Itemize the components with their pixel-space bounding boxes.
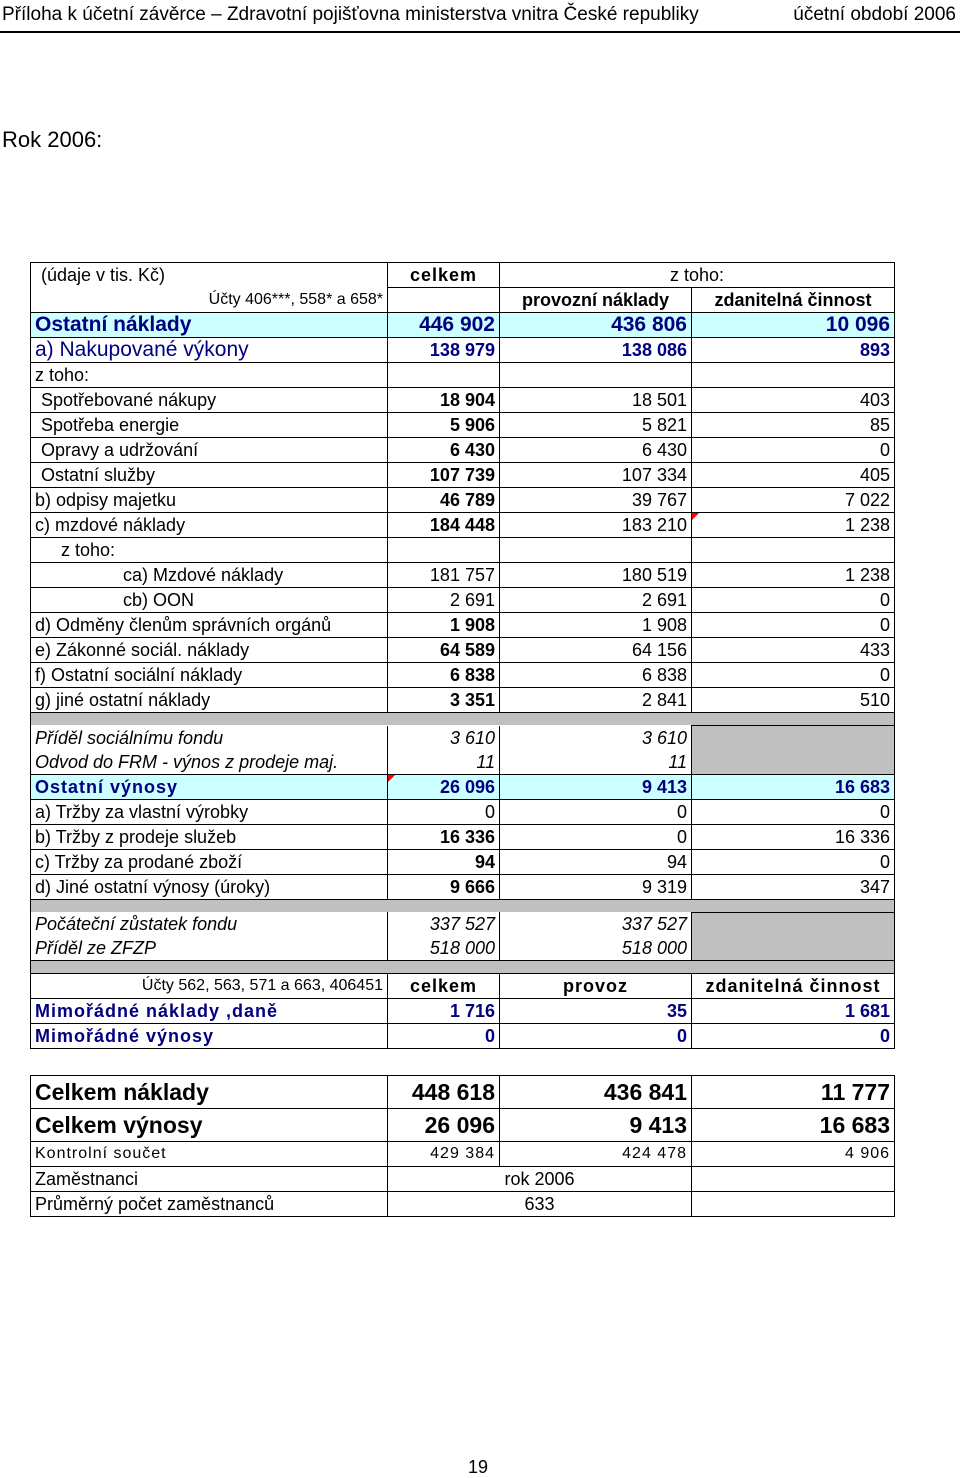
shaded-cell (692, 726, 895, 775)
table-row: e) Zákonné sociál. náklady 64 589 64 156 433 (31, 638, 895, 663)
header-title: Příloha k účetní závěrce – Zdravotní pojišťovna ministerstva vnitra České republiky (2, 4, 699, 25)
table-row: a) Tržby za vlastní výrobky 0 0 0 (31, 799, 895, 824)
col-operating-header: provozní náklady (500, 288, 692, 313)
page-number: 19 (468, 1457, 489, 1477)
table-row: Kontrolní součet 429 384 424 478 4 906 (31, 1142, 895, 1167)
separator-row (31, 961, 895, 974)
table-row: f) Ostatní sociální náklady 6 838 6 838 0 (31, 663, 895, 688)
separator-row (31, 713, 895, 726)
table-row: Zaměstnanci rok 2006 (31, 1167, 895, 1192)
table-row: Ostatní výnosy 26 096 9 413 16 683 (31, 774, 895, 799)
table-row: Celkem výnosy 26 096 9 413 16 683 (31, 1109, 895, 1142)
page-header (0, 3, 960, 33)
table-header-row (31, 263, 895, 288)
table-row: Průměrný počet zaměstnanců 633 (31, 1192, 895, 1217)
table-row: c) Tržby za prodané zboží 94 94 0 (31, 849, 895, 874)
table-row: c) mzdové náklady 184 448 183 210 1 238 (31, 513, 895, 538)
separator-row (31, 899, 895, 912)
col-taxable-header: zdanitelná činnost (692, 288, 895, 313)
comment-marker-cell: 1 238 (692, 513, 895, 538)
table-row: g) jiné ostatní náklady 3 351 2 841 510 (31, 688, 895, 713)
table-row: d) Odměny členům správních orgánů 1 908 1 908 0 (31, 613, 895, 638)
shaded-cell (692, 912, 895, 961)
col-total-header: celkem (388, 263, 500, 288)
table-row: Opravy a udržování 6 430 6 430 0 (31, 438, 895, 463)
accounts-label: Účty 406***, 558* a 658* (31, 288, 388, 313)
table-row: a) Nakupované výkony 138 979 138 086 893 (31, 338, 895, 363)
table-row: Odvod do FRM - výnos z prodeje maj. 11 11 (31, 750, 895, 775)
table-row: Mimořádné výnosy 0 0 0 (31, 1024, 895, 1049)
table-row: Spotřebované nákupy 18 904 18 501 403 (31, 388, 895, 413)
cost-revenue-table (30, 262, 895, 1217)
header-period: účetní období 2006 (793, 4, 956, 25)
comment-marker-cell: 26 096 (388, 774, 500, 799)
col-of-which-header: z toho: (500, 263, 895, 288)
table-row: cb) OON 2 691 2 691 0 (31, 588, 895, 613)
table-row: d) Jiné ostatní výnosy (úroky) 9 666 9 319 347 (31, 874, 895, 899)
table-subheader-row (31, 288, 895, 313)
table-row: Účty 562, 563, 571 a 663, 406451 celkem provoz zdanitelná činnost (31, 974, 895, 999)
table-row: Mimořádné náklady ,daně 1 716 35 1 681 (31, 999, 895, 1024)
table-row: Počáteční zůstatek fondu 337 527 337 527 (31, 912, 895, 936)
table-row: b) odpisy majetku 46 789 39 767 7 022 (31, 488, 895, 513)
table-row: Ostatní služby 107 739 107 334 405 (31, 463, 895, 488)
units-note: (údaje v tis. Kč) (31, 263, 388, 288)
header-rule (0, 31, 960, 33)
table-row: z toho: (31, 538, 895, 563)
table-row: ca) Mzdové náklady 181 757 180 519 1 238 (31, 563, 895, 588)
table-row: Příděl sociálnímu fondu 3 610 3 610 (31, 726, 895, 750)
table-row: Spotřeba energie 5 906 5 821 85 (31, 413, 895, 438)
year-title: Rok 2006: (2, 127, 103, 152)
table-row: z toho: (31, 363, 895, 388)
separator-row (31, 1049, 895, 1076)
table-row: Celkem náklady 448 618 436 841 11 777 (31, 1076, 895, 1109)
table-row: Ostatní náklady 446 902 436 806 10 096 (31, 313, 895, 338)
table-row: Příděl ze ZFZP 518 000 518 000 (31, 936, 895, 961)
table-row: b) Tržby z prodeje služeb 16 336 0 16 336 (31, 824, 895, 849)
